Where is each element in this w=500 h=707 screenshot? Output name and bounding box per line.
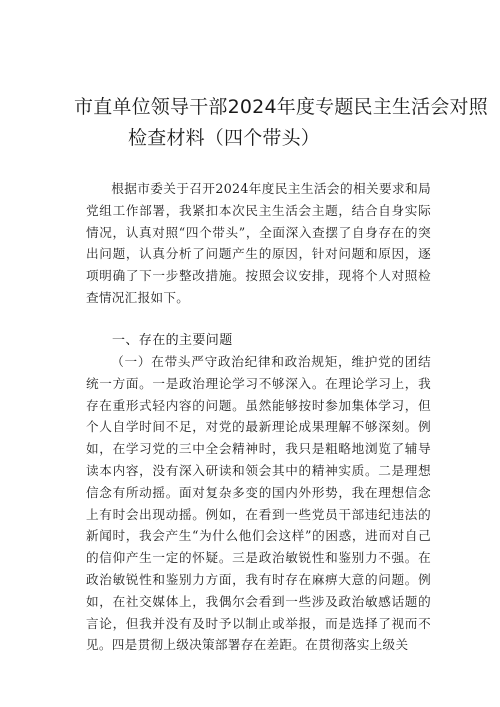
section1-paragraph: （一）在带头严守政治纪律和政治规矩，维护党的团结统一方面。一是政治理论学习不够深入。在理论学习上，我存在重形式轻内容的问题。虽然能够按时参加集体学习，但个人自学时间不足，对党的最新理论成果理解不够深刻。例如，在学习党的三中全会精神时，我只是粗略地浏览了辅导读本内容，没有深入研读和领会其中的精神实质。二是理想信念有所动摇。面对复杂多变的国内外形势，我在理想信念上有时会出现动摇。例如，在看到一些党员干部违纪违法的新闻时，我会产生“为什么他们会这样”的困惑，进而对自己的信仰产生一定的怀疑。三是政治敏锐性和鉴别力不强。在政治敏锐性和鉴别力方面，我有时存在麻痹大意的问题。例如，在社交媒体上，我偶尔会看到一些涉及政治敏感话题的言论，但我并没有及时予以制止或举报，而是选择了视而不见。四是贯彻上级决策部署存在差距。在贯彻落实上级关 <box>86 354 431 653</box>
section-heading-main-problems: 一、存在的主要问题 <box>112 333 233 348</box>
document-title-line2: 检查材料（四个带头） <box>128 127 321 149</box>
document-title-line1: 市直单位领导干部2024年度专题民主生活会对照 <box>74 96 488 118</box>
intro-paragraph: 根据市委关于召开2024年度民主生活会的相关要求和局党组工作部署，我紧扣本次民主生活会主题，结合自身实际情况，认真对照“四个带头”，全面深入查摆了自身存在的突出问题，认真分析了问题产生的原因，针对问题和原因，逐项明确了下一步整改措施。按照会议安排，现将个人对照检查情况汇报如下。 <box>86 181 431 305</box>
